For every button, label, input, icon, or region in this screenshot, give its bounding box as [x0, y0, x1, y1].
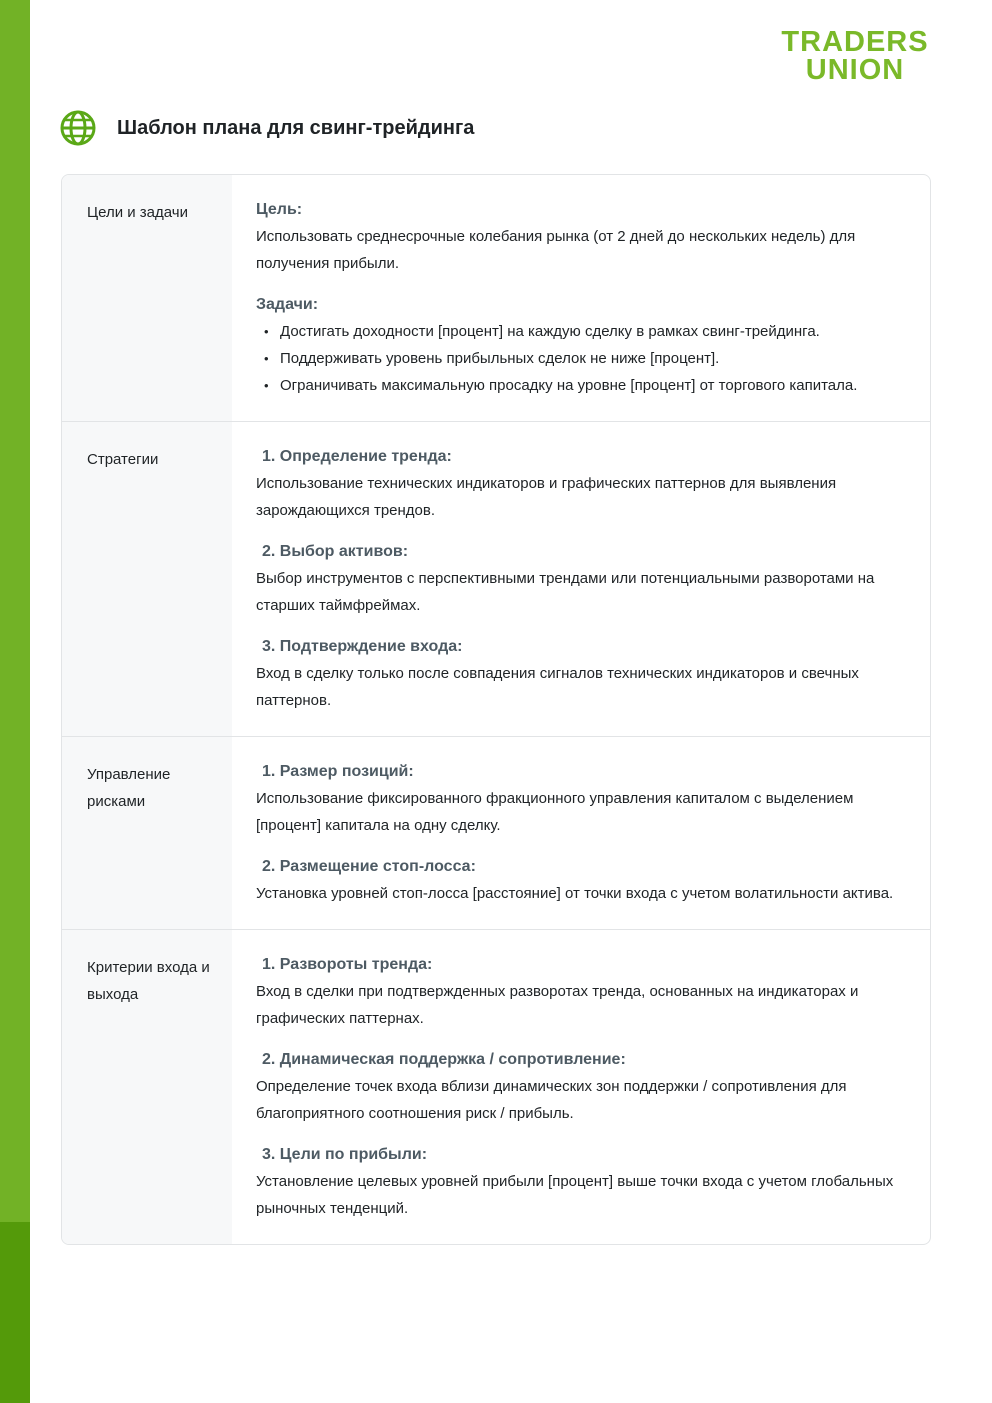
item-heading: 2. Выбор активов:: [262, 543, 409, 560]
goal-heading: Цель:: [256, 201, 303, 218]
goal-block: [256, 196, 910, 277]
strategy-item: [256, 633, 910, 714]
item-text: Выбор инструментов с перспективными трендами или потенциальными разворотами на старших таймфреймах.: [256, 570, 875, 614]
strategy-item: [256, 443, 910, 524]
criteria-item: [256, 1046, 910, 1127]
row-label: Цели и задачи: [62, 175, 232, 421]
brand-logo: [776, 28, 934, 84]
globe-icon: [60, 110, 96, 146]
row-label: Стратегии: [62, 422, 232, 736]
side-accent-bar-dark: [0, 1222, 30, 1403]
row-content: [232, 930, 930, 1244]
page-header: [60, 110, 474, 146]
criteria-item: [256, 1141, 910, 1222]
item-text: Установка уровней стоп-лосса [расстояние] от точки входа с учетом волатильности актива.: [256, 885, 894, 902]
row-content: [232, 737, 930, 929]
item-heading: 2. Динамическая поддержка / сопротивление:: [262, 1051, 626, 1068]
item-heading: 3. Подтверждение входа:: [262, 638, 463, 655]
brand-logo-line2: UNION: [805, 54, 905, 86]
criteria-item: [256, 951, 910, 1032]
item-text: Вход в сделки при подтвержденных разворотах тренда, основанных на индикаторах и графических паттернах.: [256, 983, 859, 1027]
table-row-risk: [62, 736, 930, 929]
risk-item: [256, 758, 910, 839]
brand-logo-line1: TRADERS: [781, 26, 929, 58]
list-item: • Поддерживать уровень прибыльных сделок не ниже [процент].: [256, 345, 910, 372]
item-text: Использование фиксированного фракционного управления капиталом с выделением [процент] капитала на одну сделку.: [256, 790, 854, 834]
tasks-list: [256, 318, 910, 399]
table-row-strategies: [62, 421, 930, 736]
item-heading: 1. Определение тренда:: [262, 448, 452, 465]
tasks-heading: Задачи:: [256, 296, 319, 313]
item-text: Использование технических индикаторов и графических паттернов для выявления зарождающихся трендов.: [256, 475, 837, 519]
table-row-criteria: [62, 929, 930, 1244]
strategy-item: [256, 538, 910, 619]
item-heading: 2. Размещение стоп-лосса:: [262, 858, 476, 875]
row-content: [232, 422, 930, 736]
item-heading: 1. Размер позиций:: [262, 763, 414, 780]
row-label: Управление рисками: [62, 737, 232, 929]
row-content: [232, 175, 930, 421]
item-heading: 1. Развороты тренда:: [262, 956, 433, 973]
item-heading: 3. Цели по прибыли:: [262, 1146, 428, 1163]
tasks-block: [256, 291, 910, 399]
row-label: Критерии входа и выхода: [62, 930, 232, 1244]
list-item: • Ограничивать максимальную просадку на уровне [процент] от торгового капитала.: [256, 372, 910, 399]
side-accent-bar: [0, 0, 30, 1403]
item-text: Вход в сделку только после совпадения сигналов технических индикаторов и свечных паттернов.: [256, 665, 859, 709]
item-text: Определение точек входа вблизи динамических зон поддержки / сопротивления для благоприятного соотношения риск / прибыль.: [256, 1078, 847, 1122]
risk-item: [256, 853, 910, 907]
goal-text: Использовать среднесрочные колебания рынка (от 2 дней до нескольких недель) для получения прибыли.: [256, 228, 856, 272]
page-title: Шаблон плана для свинг-трейдинга: [117, 116, 475, 139]
item-text: Установление целевых уровней прибыли [процент] выше точки входа с учетом глобальных рыночных тенденций.: [256, 1173, 894, 1217]
plan-table: [61, 174, 931, 1245]
table-row-goals: [62, 175, 930, 421]
list-item: • Достигать доходности [процент] на каждую сделку в рамках свинг-трейдинга.: [256, 318, 910, 345]
